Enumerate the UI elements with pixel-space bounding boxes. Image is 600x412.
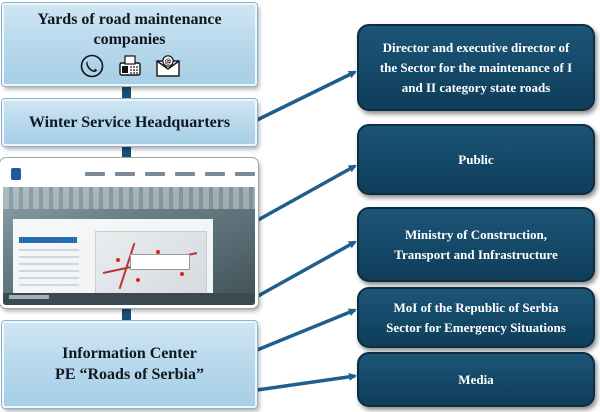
recipient-director-line3: and II category state roads (401, 79, 551, 95)
arrow-to-ministry (258, 242, 355, 296)
recipient-ministry-box (357, 207, 595, 282)
recipient-media-box (357, 352, 595, 407)
fax-icon (117, 54, 143, 78)
phone-icon (79, 54, 105, 78)
arrow-to-director (257, 72, 355, 120)
contact-icons (4, 54, 255, 78)
headquarters-label: Winter Service Headquarters (28, 114, 231, 131)
arrow-to-public (258, 166, 355, 220)
yards-box (2, 3, 257, 86)
connector-hq-screenshot (122, 146, 131, 158)
info-center-line1: Information Center (62, 345, 197, 362)
site-nav (85, 172, 255, 176)
recipient-director-box (357, 24, 595, 111)
headquarters-box (2, 99, 257, 146)
information-center-box (2, 321, 257, 408)
site-logo-icon (11, 168, 21, 180)
recipient-ministry-line1: Ministry of Construction, (405, 226, 547, 242)
recipient-moi-line2: Sector for Emergency Situations (386, 319, 566, 335)
yards-title-line1: Yards of road maintenance (37, 11, 222, 28)
yards-title-line2: companies (93, 31, 166, 48)
connector-screenshot-info (122, 308, 131, 321)
recipient-public-box (357, 124, 595, 195)
info-center-line2: PE “Roads of Serbia” (55, 366, 204, 383)
email-icon (155, 54, 181, 78)
connector-yards-hq (122, 86, 131, 99)
site-map-thumbnail (95, 231, 207, 295)
recipient-public-line1: Public (458, 151, 494, 167)
site-header (3, 161, 255, 188)
arrow-to-media (257, 376, 355, 390)
site-hero-image (3, 187, 255, 305)
recipient-director-line2: the Sector for the maintenance of I (379, 59, 573, 75)
recipient-media-line1: Media (458, 371, 494, 387)
recipient-moi-line1: MoI of the Republic of Serbia (393, 299, 559, 315)
recipient-ministry-line2: Transport and Infrastructure (394, 246, 558, 262)
recipient-moi-box (357, 287, 595, 348)
website-screenshot (0, 158, 258, 308)
arrow-to-moi (257, 310, 355, 350)
svg-text:@: @ (164, 57, 171, 66)
recipient-director-line1: Director and executive director of (382, 39, 570, 55)
